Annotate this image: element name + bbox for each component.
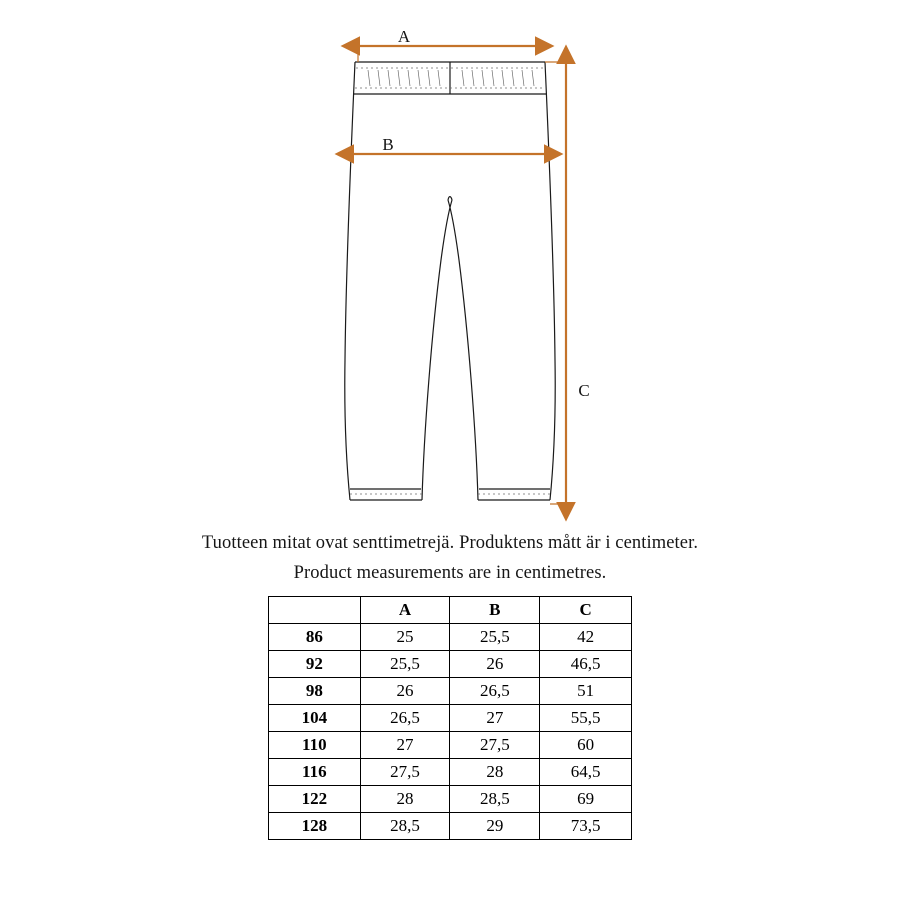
row-value-c: 73,5	[540, 813, 632, 840]
caption-line-2: Product measurements are in centimetres.	[293, 563, 607, 583]
row-size-label: 104	[269, 705, 361, 732]
table-row	[269, 705, 632, 732]
row-value-a: 25	[360, 624, 450, 651]
row-value-a: 25,5	[360, 651, 450, 678]
row-value-b: 25,5	[450, 624, 540, 651]
table-header-size	[269, 597, 361, 624]
measurements-table-wrap	[268, 596, 632, 840]
garment-outline	[345, 62, 555, 500]
label-a: A	[397, 27, 411, 46]
row-value-a: 28	[360, 786, 450, 813]
row-value-c: 64,5	[540, 759, 632, 786]
measure-c	[545, 62, 572, 504]
row-value-b: 28,5	[450, 786, 540, 813]
row-size-label: 122	[269, 786, 361, 813]
row-size-label: 128	[269, 813, 361, 840]
label-c: C	[578, 381, 590, 400]
row-value-c: 69	[540, 786, 632, 813]
row-size-label: 110	[269, 732, 361, 759]
table-row	[269, 624, 632, 651]
table-row	[269, 651, 632, 678]
table-header-b: B	[450, 597, 540, 624]
row-value-b: 29	[450, 813, 540, 840]
measurements-table	[268, 596, 632, 840]
row-value-c: 51	[540, 678, 632, 705]
row-value-a: 26	[360, 678, 450, 705]
row-value-b: 26,5	[450, 678, 540, 705]
row-size-label: 92	[269, 651, 361, 678]
row-value-b: 28	[450, 759, 540, 786]
table-header-a: A	[360, 597, 450, 624]
row-value-b: 27,5	[450, 732, 540, 759]
table-row	[269, 732, 632, 759]
table-row	[269, 786, 632, 813]
label-b: B	[382, 135, 394, 154]
row-value-a: 27,5	[360, 759, 450, 786]
row-value-a: 26,5	[360, 705, 450, 732]
table-row	[269, 678, 632, 705]
table-row	[269, 759, 632, 786]
caption-line-1: Tuotteen mitat ovat senttimetrejä. Produktens mått är i centimeter.	[201, 533, 699, 553]
row-value-b: 26	[450, 651, 540, 678]
row-size-label: 98	[269, 678, 361, 705]
measure-a	[358, 46, 537, 62]
row-value-c: 46,5	[540, 651, 632, 678]
row-size-label: 116	[269, 759, 361, 786]
row-value-a: 27	[360, 732, 450, 759]
row-value-b: 27	[450, 705, 540, 732]
row-value-c: 55,5	[540, 705, 632, 732]
row-value-c: 60	[540, 732, 632, 759]
table-header-c: C	[540, 597, 632, 624]
row-value-a: 28,5	[360, 813, 450, 840]
row-value-c: 42	[540, 624, 632, 651]
table-row	[269, 813, 632, 840]
table-header-row	[269, 597, 632, 624]
row-size-label: 86	[269, 624, 361, 651]
